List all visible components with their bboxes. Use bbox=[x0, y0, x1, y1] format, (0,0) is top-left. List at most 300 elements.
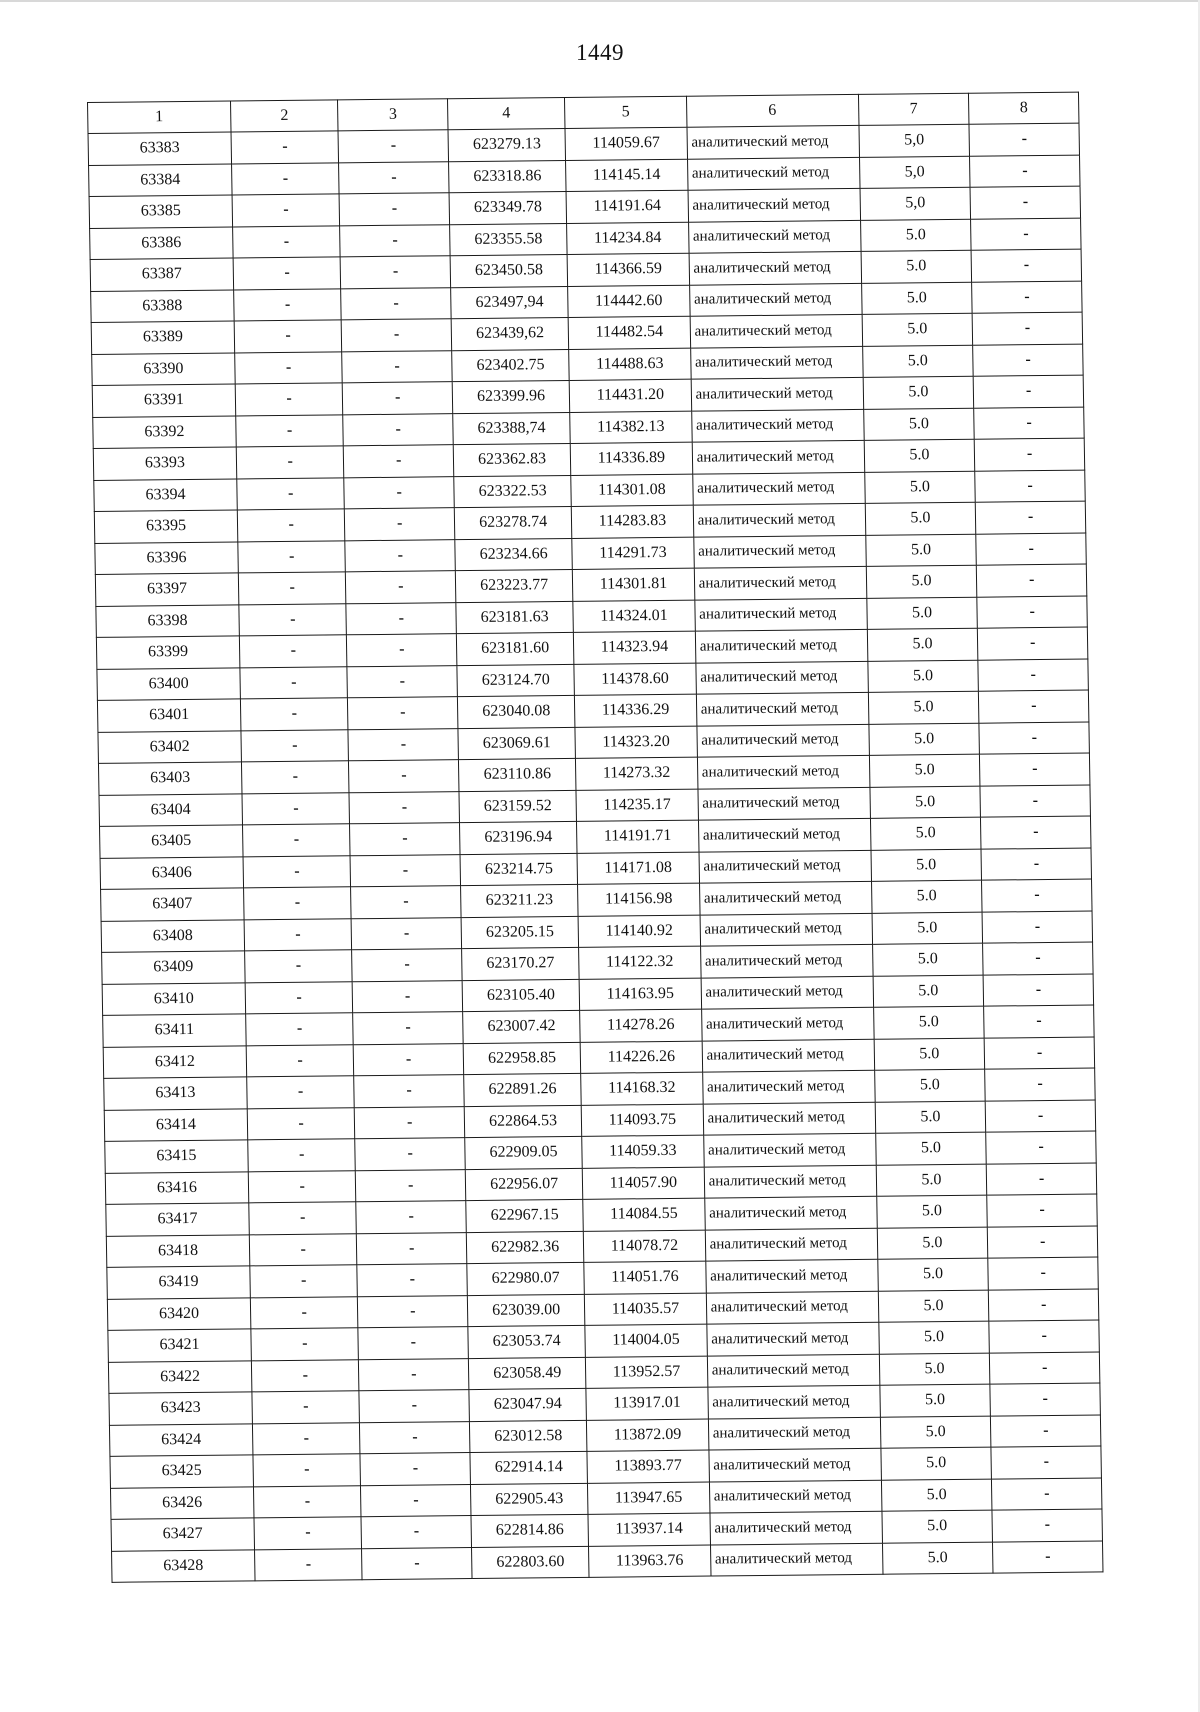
cell-y-coordinate: 114291.73 bbox=[572, 537, 694, 570]
cell-col8: - bbox=[987, 1162, 1097, 1195]
cell-x-coordinate: 623053.74 bbox=[468, 1325, 586, 1358]
cell-x-coordinate: 623069.61 bbox=[458, 727, 576, 760]
cell-accuracy: 5.0 bbox=[875, 1132, 986, 1165]
cell-point-number: 63389 bbox=[91, 321, 234, 354]
cell-col3: - bbox=[355, 1106, 465, 1139]
cell-accuracy: 5.0 bbox=[874, 1038, 985, 1071]
cell-point-number: 63384 bbox=[89, 163, 232, 196]
cell-x-coordinate: 623402.75 bbox=[452, 349, 570, 382]
cell-method: аналитический метод bbox=[707, 1354, 879, 1387]
cell-y-coordinate: 114191.64 bbox=[566, 190, 688, 223]
cell-y-coordinate: 114122.32 bbox=[579, 946, 701, 979]
cell-point-number: 63391 bbox=[92, 384, 235, 417]
cell-x-coordinate: 623124.70 bbox=[457, 664, 575, 697]
cell-col2: - bbox=[253, 1485, 361, 1518]
cell-y-coordinate: 114163.95 bbox=[579, 978, 701, 1011]
cell-method: аналитический метод bbox=[703, 1102, 875, 1135]
cell-method: аналитический метод bbox=[706, 1322, 878, 1355]
cell-accuracy: 5.0 bbox=[872, 943, 983, 976]
cell-accuracy: 5.0 bbox=[862, 313, 973, 346]
cell-x-coordinate: 622967.15 bbox=[466, 1199, 584, 1232]
cell-accuracy: 5.0 bbox=[871, 880, 982, 913]
cell-point-number: 63423 bbox=[109, 1392, 252, 1425]
cell-method: аналитический метод bbox=[689, 251, 861, 284]
cell-accuracy: 5.0 bbox=[877, 1227, 988, 1260]
cell-x-coordinate: 623170.27 bbox=[462, 947, 580, 980]
cell-accuracy: 5.0 bbox=[876, 1195, 987, 1228]
cell-col8: - bbox=[969, 123, 1079, 156]
cell-method: аналитический метод bbox=[702, 1070, 874, 1103]
cell-x-coordinate: 623388,74 bbox=[453, 412, 571, 445]
cell-col2: - bbox=[242, 824, 350, 857]
cell-x-coordinate: 623362.83 bbox=[453, 443, 571, 476]
cell-point-number: 63426 bbox=[110, 1486, 253, 1519]
cell-x-coordinate: 623039.00 bbox=[467, 1294, 585, 1327]
cell-x-coordinate: 623211.23 bbox=[461, 884, 579, 917]
cell-point-number: 63417 bbox=[106, 1203, 249, 1236]
cell-point-number: 63407 bbox=[101, 888, 244, 921]
cell-col2: - bbox=[231, 162, 339, 195]
cell-col2: - bbox=[239, 603, 347, 636]
cell-col3: - bbox=[362, 1547, 472, 1580]
cell-y-coordinate: 114382.13 bbox=[570, 411, 692, 444]
cell-x-coordinate: 622958.85 bbox=[463, 1042, 581, 1075]
cell-x-coordinate: 623110.86 bbox=[458, 758, 576, 791]
cell-method: аналитический метод bbox=[701, 976, 873, 1009]
cell-accuracy: 5,0 bbox=[859, 124, 970, 157]
cell-y-coordinate: 114226.26 bbox=[580, 1041, 702, 1074]
cell-col3: - bbox=[339, 193, 449, 226]
cell-accuracy: 5.0 bbox=[864, 439, 975, 472]
cell-point-number: 63414 bbox=[104, 1108, 247, 1141]
cell-y-coordinate: 114234.84 bbox=[567, 222, 689, 255]
cell-col2: - bbox=[247, 1107, 355, 1140]
cell-col8: - bbox=[987, 1194, 1097, 1227]
cell-col2: - bbox=[247, 1076, 355, 1109]
cell-y-coordinate: 113917.01 bbox=[586, 1387, 708, 1420]
cell-col2: - bbox=[241, 761, 349, 794]
cell-point-number: 63427 bbox=[111, 1518, 254, 1551]
cell-col3: - bbox=[357, 1264, 467, 1297]
cell-point-number: 63387 bbox=[90, 258, 233, 291]
cell-accuracy: 5.0 bbox=[862, 345, 973, 378]
cell-method: аналитический метод bbox=[695, 629, 867, 662]
cell-y-coordinate: 114140.92 bbox=[578, 915, 700, 948]
cell-method: аналитический метод bbox=[693, 503, 865, 536]
cell-col8: - bbox=[982, 911, 1092, 944]
cell-y-coordinate: 114323.20 bbox=[575, 726, 697, 759]
cell-y-coordinate: 114324.01 bbox=[573, 600, 695, 633]
cell-point-number: 63403 bbox=[98, 762, 241, 795]
cell-col8: - bbox=[991, 1446, 1101, 1479]
cell-col3: - bbox=[359, 1358, 469, 1391]
cell-col3: - bbox=[347, 665, 457, 698]
cell-col8: - bbox=[989, 1288, 1099, 1321]
cell-col2: - bbox=[249, 1202, 357, 1235]
cell-accuracy: 5.0 bbox=[867, 660, 978, 693]
cell-col8: - bbox=[976, 501, 1086, 534]
cell-col3: - bbox=[349, 791, 459, 824]
cell-point-number: 63409 bbox=[102, 951, 245, 984]
cell-point-number: 63406 bbox=[100, 856, 243, 889]
cell-x-coordinate: 623322.53 bbox=[454, 475, 572, 508]
cell-y-coordinate: 114059.33 bbox=[582, 1135, 704, 1168]
cell-col3: - bbox=[343, 382, 453, 415]
cell-x-coordinate: 623214.75 bbox=[460, 853, 578, 886]
cell-y-coordinate: 113963.76 bbox=[589, 1545, 711, 1578]
cell-x-coordinate: 623439,62 bbox=[451, 317, 569, 350]
coordinates-table bbox=[87, 92, 1104, 1583]
cell-point-number: 63413 bbox=[104, 1077, 247, 1110]
cell-y-coordinate: 114057.90 bbox=[582, 1167, 704, 1200]
cell-point-number: 63397 bbox=[95, 573, 238, 606]
col-header: 8 bbox=[969, 92, 1079, 124]
cell-col2: - bbox=[251, 1359, 359, 1392]
cell-accuracy: 5.0 bbox=[879, 1384, 990, 1417]
cell-col8: - bbox=[981, 848, 1091, 881]
cell-y-coordinate: 113947.65 bbox=[588, 1482, 710, 1515]
cell-accuracy: 5.0 bbox=[877, 1258, 988, 1291]
cell-col2: - bbox=[242, 792, 350, 825]
cell-accuracy: 5.0 bbox=[873, 1006, 984, 1039]
cell-y-coordinate: 114336.89 bbox=[570, 442, 692, 475]
cell-col2: - bbox=[253, 1454, 361, 1487]
cell-accuracy: 5,0 bbox=[859, 156, 970, 189]
cell-y-coordinate: 114378.60 bbox=[574, 663, 696, 696]
cell-col2: - bbox=[254, 1548, 362, 1581]
cell-point-number: 63404 bbox=[99, 793, 242, 826]
cell-col3: - bbox=[347, 634, 457, 667]
cell-col3: - bbox=[360, 1421, 470, 1454]
cell-point-number: 63410 bbox=[102, 982, 245, 1015]
cell-col8: - bbox=[980, 785, 1090, 818]
cell-col8: - bbox=[979, 690, 1089, 723]
cell-method: аналитический метод bbox=[689, 283, 861, 316]
cell-method: аналитический метод bbox=[697, 755, 869, 788]
cell-col8: - bbox=[990, 1383, 1100, 1416]
cell-col2: - bbox=[252, 1391, 360, 1424]
cell-method: аналитический метод bbox=[700, 944, 872, 977]
cell-col2: - bbox=[234, 320, 342, 353]
cell-col2: - bbox=[238, 540, 346, 573]
cell-col3: - bbox=[350, 854, 460, 887]
cell-col3: - bbox=[361, 1516, 471, 1549]
cell-x-coordinate: 623279.13 bbox=[448, 128, 566, 161]
cell-x-coordinate: 623007.42 bbox=[463, 1010, 581, 1043]
cell-y-coordinate: 113893.77 bbox=[587, 1450, 709, 1483]
cell-col2: - bbox=[236, 446, 344, 479]
cell-accuracy: 5.0 bbox=[869, 754, 980, 787]
cell-col2: - bbox=[246, 1044, 354, 1077]
cell-col2: - bbox=[248, 1170, 356, 1203]
cell-method: аналитический метод bbox=[705, 1228, 877, 1261]
cell-col8: - bbox=[988, 1225, 1098, 1258]
cell-method: аналитический метод bbox=[708, 1417, 880, 1450]
cell-col8: - bbox=[977, 564, 1087, 597]
cell-method: аналитический метод bbox=[698, 818, 870, 851]
cell-x-coordinate: 622803.60 bbox=[472, 1546, 590, 1579]
cell-point-number: 63411 bbox=[103, 1014, 246, 1047]
cell-col8: - bbox=[971, 249, 1081, 282]
cell-point-number: 63424 bbox=[109, 1423, 252, 1456]
cell-col8: - bbox=[992, 1477, 1102, 1510]
cell-accuracy: 5.0 bbox=[880, 1416, 991, 1449]
cell-col3: - bbox=[351, 917, 461, 950]
cell-col3: - bbox=[356, 1169, 466, 1202]
cell-y-coordinate: 114035.57 bbox=[585, 1293, 707, 1326]
cell-col3: - bbox=[342, 319, 452, 352]
cell-col8: - bbox=[992, 1509, 1102, 1542]
cell-col2: - bbox=[231, 131, 339, 164]
cell-accuracy: 5.0 bbox=[870, 817, 981, 850]
cell-col8: - bbox=[974, 407, 1084, 440]
cell-point-number: 63419 bbox=[107, 1266, 250, 1299]
cell-col8: - bbox=[989, 1320, 1099, 1353]
cell-y-coordinate: 114442.60 bbox=[568, 285, 690, 318]
cell-method: аналитический метод bbox=[697, 724, 869, 757]
cell-col3: - bbox=[355, 1138, 465, 1171]
cell-point-number: 63395 bbox=[94, 510, 237, 543]
cell-method: аналитический метод bbox=[710, 1543, 882, 1576]
cell-col3: - bbox=[339, 161, 449, 194]
cell-point-number: 63402 bbox=[98, 730, 241, 763]
cell-col8: - bbox=[975, 470, 1085, 503]
cell-x-coordinate: 623040.08 bbox=[457, 695, 575, 728]
cell-point-number: 63385 bbox=[89, 195, 232, 228]
cell-accuracy: 5.0 bbox=[867, 628, 978, 661]
cell-x-coordinate: 623318.86 bbox=[449, 160, 567, 193]
cell-col8: - bbox=[981, 816, 1091, 849]
cell-col2: - bbox=[245, 950, 353, 983]
cell-y-coordinate: 113937.14 bbox=[588, 1513, 710, 1546]
col-header: 4 bbox=[448, 97, 566, 129]
cell-x-coordinate: 623058.49 bbox=[468, 1357, 586, 1390]
cell-col3: - bbox=[351, 886, 461, 919]
cell-col8: - bbox=[988, 1257, 1098, 1290]
cell-col8: - bbox=[984, 1037, 1094, 1070]
cell-col2: - bbox=[232, 194, 340, 227]
cell-col3: - bbox=[352, 949, 462, 982]
cell-point-number: 63416 bbox=[105, 1171, 248, 1204]
cell-col2: - bbox=[244, 887, 352, 920]
cell-col3: - bbox=[344, 445, 454, 478]
cell-x-coordinate: 623105.40 bbox=[462, 979, 580, 1012]
cell-accuracy: 5.0 bbox=[873, 975, 984, 1008]
cell-x-coordinate: 623047.94 bbox=[469, 1388, 587, 1421]
cell-method: аналитический метод bbox=[708, 1385, 880, 1418]
cell-y-coordinate: 114278.26 bbox=[580, 1009, 702, 1042]
cell-accuracy: 5.0 bbox=[879, 1353, 990, 1386]
cell-y-coordinate: 114273.32 bbox=[576, 757, 698, 790]
cell-y-coordinate: 114301.08 bbox=[571, 474, 693, 507]
cell-accuracy: 5.0 bbox=[870, 786, 981, 819]
cell-point-number: 63422 bbox=[108, 1360, 251, 1393]
cell-y-coordinate: 114059.67 bbox=[565, 127, 687, 160]
cell-accuracy: 5.0 bbox=[881, 1447, 992, 1480]
cell-col8: - bbox=[973, 344, 1083, 377]
cell-y-coordinate: 114431.20 bbox=[569, 379, 691, 412]
cell-col3: - bbox=[356, 1201, 466, 1234]
col-header: 3 bbox=[338, 99, 448, 131]
cell-y-coordinate: 114171.08 bbox=[577, 852, 699, 885]
cell-method: аналитический метод bbox=[699, 881, 871, 914]
cell-col8: - bbox=[979, 722, 1089, 755]
cell-point-number: 63386 bbox=[90, 226, 233, 259]
col-header: 2 bbox=[230, 100, 338, 132]
cell-y-coordinate: 114235.17 bbox=[576, 789, 698, 822]
cell-method: аналитический метод bbox=[694, 566, 866, 599]
cell-method: аналитический метод bbox=[710, 1511, 882, 1544]
cell-method: аналитический метод bbox=[691, 409, 863, 442]
cell-x-coordinate: 622909.05 bbox=[465, 1136, 583, 1169]
cell-accuracy: 5.0 bbox=[882, 1510, 993, 1543]
cell-y-coordinate: 114168.32 bbox=[581, 1072, 703, 1105]
cell-accuracy: 5.0 bbox=[872, 912, 983, 945]
cell-col3: - bbox=[354, 1043, 464, 1076]
cell-y-coordinate: 114051.76 bbox=[584, 1261, 706, 1294]
cell-col3: - bbox=[338, 130, 448, 163]
cell-col8: - bbox=[978, 627, 1088, 660]
cell-col8: - bbox=[986, 1131, 1096, 1164]
cell-col3: - bbox=[345, 539, 455, 572]
cell-x-coordinate: 622814.86 bbox=[471, 1514, 589, 1547]
cell-col3: - bbox=[341, 256, 451, 289]
cell-point-number: 63398 bbox=[96, 604, 239, 637]
cell-point-number: 63421 bbox=[108, 1329, 251, 1362]
cell-accuracy: 5.0 bbox=[871, 849, 982, 882]
cell-col2: - bbox=[244, 918, 352, 951]
page-number: 1449 bbox=[576, 40, 624, 65]
cell-col8: - bbox=[970, 186, 1080, 219]
cell-accuracy: 5.0 bbox=[868, 691, 979, 724]
cell-point-number: 63392 bbox=[93, 415, 236, 448]
cell-col3: - bbox=[348, 697, 458, 730]
cell-point-number: 63396 bbox=[95, 541, 238, 574]
cell-col8: - bbox=[972, 312, 1082, 345]
cell-col2: - bbox=[241, 729, 349, 762]
cell-col2: - bbox=[248, 1139, 356, 1172]
cell-col8: - bbox=[978, 659, 1088, 692]
cell-col8: - bbox=[993, 1540, 1103, 1573]
cell-method: аналитический метод bbox=[702, 1039, 874, 1072]
cell-accuracy: 5.0 bbox=[866, 565, 977, 598]
cell-accuracy: 5.0 bbox=[865, 534, 976, 567]
cell-method: аналитический метод bbox=[690, 314, 862, 347]
cell-col3: - bbox=[342, 350, 452, 383]
cell-accuracy: 5.0 bbox=[861, 282, 972, 315]
cell-point-number: 63418 bbox=[106, 1234, 249, 1267]
cell-col3: - bbox=[357, 1232, 467, 1265]
cell-x-coordinate: 622914.14 bbox=[470, 1451, 588, 1484]
cell-col2: - bbox=[234, 288, 342, 321]
cell-point-number: 63425 bbox=[110, 1455, 253, 1488]
cell-point-number: 63408 bbox=[101, 919, 244, 952]
cell-point-number: 63399 bbox=[96, 636, 239, 669]
cell-x-coordinate: 623278.74 bbox=[454, 506, 572, 539]
cell-col2: - bbox=[240, 698, 348, 731]
cell-method: аналитический метод bbox=[703, 1133, 875, 1166]
cell-col8: - bbox=[991, 1414, 1101, 1447]
cell-col8: - bbox=[975, 438, 1085, 471]
cell-col8: - bbox=[980, 753, 1090, 786]
cell-y-coordinate: 114004.05 bbox=[585, 1324, 707, 1357]
cell-x-coordinate: 622891.26 bbox=[464, 1073, 582, 1106]
col-header: 5 bbox=[565, 96, 687, 128]
cell-method: аналитический метод bbox=[696, 692, 868, 725]
cell-accuracy: 5.0 bbox=[863, 408, 974, 441]
cell-col2: - bbox=[251, 1328, 359, 1361]
cell-y-coordinate: 114482.54 bbox=[568, 316, 690, 349]
cell-x-coordinate: 623196.94 bbox=[460, 821, 578, 854]
cell-method: аналитический метод bbox=[687, 125, 859, 158]
cell-accuracy: 5.0 bbox=[866, 597, 977, 630]
cell-point-number: 63390 bbox=[92, 352, 235, 385]
cell-accuracy: 5.0 bbox=[874, 1069, 985, 1102]
cell-col2: - bbox=[249, 1233, 357, 1266]
cell-col8: - bbox=[971, 218, 1081, 251]
cell-y-coordinate: 114078.72 bbox=[583, 1230, 705, 1263]
cell-x-coordinate: 622905.43 bbox=[471, 1483, 589, 1516]
cell-col8: - bbox=[985, 1068, 1095, 1101]
cell-point-number: 63405 bbox=[100, 825, 243, 858]
cell-col3: - bbox=[341, 287, 451, 320]
cell-col2: - bbox=[250, 1265, 358, 1298]
cell-accuracy: 5.0 bbox=[863, 376, 974, 409]
col-header: 6 bbox=[686, 94, 858, 127]
cell-col3: - bbox=[340, 224, 450, 257]
cell-col3: - bbox=[359, 1390, 469, 1423]
cell-accuracy: 5.0 bbox=[878, 1321, 989, 1354]
cell-method: аналитический метод bbox=[690, 346, 862, 379]
cell-point-number: 63428 bbox=[112, 1549, 255, 1582]
cell-point-number: 63388 bbox=[91, 289, 234, 322]
cell-accuracy: 5.0 bbox=[882, 1542, 993, 1575]
cell-col3: - bbox=[346, 571, 456, 604]
cell-y-coordinate: 114093.75 bbox=[581, 1104, 703, 1137]
cell-col2: - bbox=[237, 477, 345, 510]
cell-y-coordinate: 114191.71 bbox=[577, 820, 699, 853]
cell-col8: - bbox=[983, 942, 1093, 975]
cell-col2: - bbox=[246, 1013, 354, 1046]
cell-accuracy: 5.0 bbox=[864, 471, 975, 504]
cell-col8: - bbox=[973, 375, 1083, 408]
cell-accuracy: 5.0 bbox=[860, 219, 971, 252]
cell-method: аналитический метод bbox=[705, 1259, 877, 1292]
cell-col3: - bbox=[346, 602, 456, 635]
cell-col8: - bbox=[977, 596, 1087, 629]
cell-method: аналитический метод bbox=[700, 913, 872, 946]
cell-point-number: 63400 bbox=[97, 667, 240, 700]
cell-x-coordinate: 623234.66 bbox=[455, 538, 573, 571]
cell-y-coordinate: 114084.55 bbox=[583, 1198, 705, 1231]
cell-col8: - bbox=[972, 281, 1082, 314]
cell-y-coordinate: 113872.09 bbox=[587, 1419, 709, 1452]
cell-method: аналитический метод bbox=[709, 1448, 881, 1481]
cell-method: аналитический метод bbox=[706, 1291, 878, 1324]
cell-col3: - bbox=[353, 980, 463, 1013]
cell-accuracy: 5.0 bbox=[861, 250, 972, 283]
cell-col2: - bbox=[235, 351, 343, 384]
cell-y-coordinate: 114488.63 bbox=[569, 348, 691, 381]
cell-x-coordinate: 623355.58 bbox=[450, 223, 568, 256]
cell-col3: - bbox=[358, 1295, 468, 1328]
cell-x-coordinate: 623497,94 bbox=[451, 286, 569, 319]
cell-method: аналитический метод bbox=[693, 535, 865, 568]
cell-col3: - bbox=[353, 1012, 463, 1045]
cell-col2: - bbox=[252, 1422, 360, 1455]
cell-x-coordinate: 622980.07 bbox=[467, 1262, 585, 1295]
cell-accuracy: 5.0 bbox=[878, 1290, 989, 1323]
